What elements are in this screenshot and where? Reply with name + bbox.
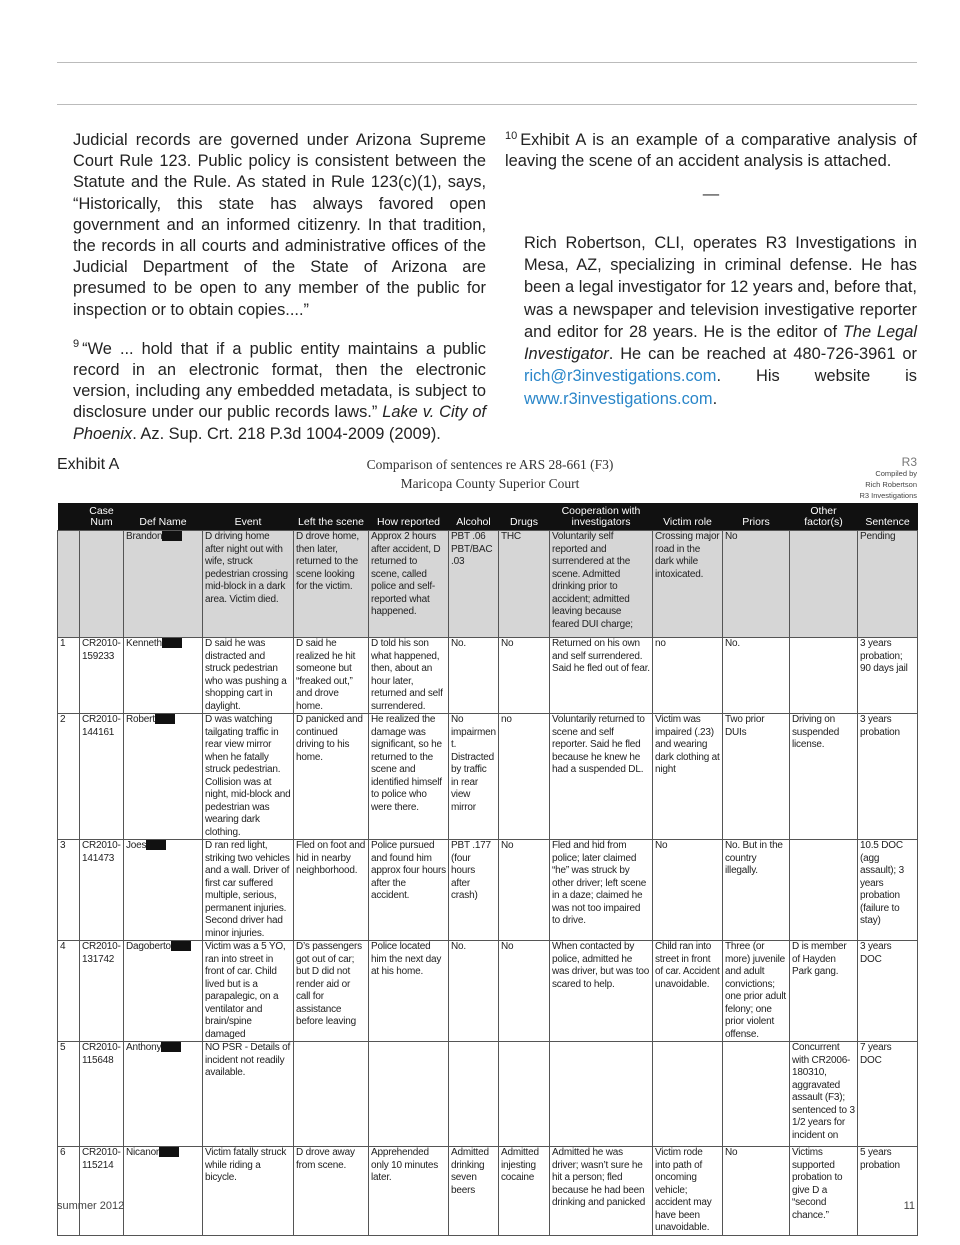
table-cell: 6: [58, 1147, 80, 1236]
table-cell: D said he realized he hit someone but “freaked out,” and drove home.: [294, 638, 369, 714]
table-cell: Admitted injesting cocaine: [499, 1147, 550, 1236]
table-cell: Fled and hid from police; later claimed “he” was struck by other driver; left scene in a daze; claimed he was not too impaired to drive.: [550, 840, 653, 941]
r3-logo: R3: [901, 455, 917, 469]
table-cell: no: [499, 714, 550, 840]
table-cell: no: [653, 638, 723, 714]
table-cell: No: [723, 1147, 790, 1236]
table-cell: No.: [449, 638, 499, 714]
table-cell: D ran red light, striking two vehicles and a wall. Driver of first car suffered multiple, serious, permanent injuries. Second driver had minor injuries.: [203, 840, 294, 941]
col-header: Drugs: [499, 503, 550, 531]
header-rule-bottom: [57, 104, 917, 105]
table-cell: D driving home after night out with wife, struck pedestrian crossing mid-block in a dark area. Victim died.: [203, 531, 294, 638]
table-cell: No. But in the country illegally.: [723, 840, 790, 941]
table-cell: D’s passengers got out of car; but D did not render aid or call for assistance before leaving: [294, 941, 369, 1042]
table-row: [58, 714, 918, 840]
table-cell: Police pursued and found him approx four hours after the accident.: [369, 840, 449, 941]
redaction-bar: [162, 638, 182, 648]
col-header: How reported: [369, 503, 449, 531]
email-link[interactable]: rich@r3investigations.com: [524, 367, 717, 386]
footnote-10-text: Exhibit A is an example of a comparative analysis of leaving the scene of an accident analysis is attached.: [505, 131, 917, 171]
table-cell: Pending: [858, 531, 918, 638]
col-header: Def Name: [124, 503, 203, 531]
table-cell: [124, 1147, 203, 1236]
table-cell: PBT .06 PBT/BAC .03: [449, 531, 499, 638]
table-cell: [369, 1042, 449, 1147]
table-cell: Approx 2 hours after accident, D returned to scene, called police and self-reported what happened.: [369, 531, 449, 638]
def-name: Nicanor: [126, 1147, 160, 1158]
footer-issue: summer 2012: [57, 1200, 125, 1212]
table-cell: 4: [58, 941, 80, 1042]
table-cell: Admitted he was driver; wasn’t sure he hit a person; fled because he had been drinking and panicked: [550, 1147, 653, 1236]
exhibit-title-line-2: Maricopa County Superior Court: [400, 476, 580, 491]
col-header: Victim role: [653, 503, 723, 531]
table-cell: [723, 1042, 790, 1147]
table-cell: Three (or more) juvenile and adult convictions; one prior adult felony; one prior violent offense.: [723, 941, 790, 1042]
table-cell: No: [499, 941, 550, 1042]
table-cell: [124, 531, 203, 638]
exhibit-title: [300, 455, 680, 493]
table-cell: [790, 840, 858, 941]
table-cell: [653, 1042, 723, 1147]
col-header: Other factor(s): [790, 503, 858, 531]
redaction-bar: [162, 531, 182, 541]
compiled-by-block: [859, 457, 917, 501]
exhibit-label: Exhibit A: [57, 456, 120, 473]
table-cell: No.: [449, 941, 499, 1042]
table-cell: [550, 1042, 653, 1147]
redaction-bar: [146, 840, 166, 850]
table-cell: 3 years DOC: [858, 941, 918, 1042]
table-cell: He realized the damage was significant, so he returned to the scene and identified himself to police who were there.: [369, 714, 449, 840]
table-cell: NO PSR - Details of incident not readily available.: [203, 1042, 294, 1147]
table-cell: 1: [58, 638, 80, 714]
table-cell: PBT .177 (four hours after crash): [449, 840, 499, 941]
right-column: [505, 130, 917, 422]
table-cell: No impairment. Distracted by traffic in rear view mirror: [449, 714, 499, 840]
table-cell: No: [499, 840, 550, 941]
footnote-9: [73, 339, 486, 445]
table-cell: Concurrent with CR2006-180310, aggravated assault (F3); sentenced to 3 1/2 years for incident on: [790, 1042, 858, 1147]
table-cell: Child ran into street in front of car. Accident unavoidable.: [653, 941, 723, 1042]
def-name: Joes: [126, 840, 147, 851]
footnote-9-text: “We ... hold that if a public entity maintains a public record in an electronic format, then the electronic version, including any embedded metadata, is subject to disclosure under our public records laws.”: [73, 339, 486, 422]
table-cell: [124, 941, 203, 1042]
def-name: Brandon: [126, 531, 163, 542]
separator-dash: —: [702, 185, 720, 204]
table-cell: Crossing major road in the dark while intoxicated.: [653, 531, 723, 638]
author-bio: [524, 232, 917, 410]
exhibit-table: [57, 503, 918, 1236]
table-cell: Victim was impaired (.23) and wearing dark clothing at night: [653, 714, 723, 840]
table-cell: Admitted drinking seven beers: [449, 1147, 499, 1236]
redaction-bar: [171, 941, 191, 951]
def-name: Dagoberto: [126, 941, 171, 952]
col-header: [58, 503, 80, 531]
redaction-bar: [159, 1147, 179, 1157]
table-row: [58, 1147, 918, 1236]
table-cell: [449, 1042, 499, 1147]
footnote-9-number: 9: [73, 338, 80, 351]
table-cell: No: [499, 638, 550, 714]
table-cell: [124, 1042, 203, 1147]
footnote-10-number: 10: [505, 129, 518, 142]
table-cell: [790, 638, 858, 714]
redaction-bar: [155, 714, 175, 724]
bio-text-3: . His website is: [716, 367, 917, 386]
col-header: Alcohol: [449, 503, 499, 531]
table-cell: Victims supported probation to give D a “second chance.”: [790, 1147, 858, 1236]
table-cell: Victim rode into path of oncoming vehicle; accident may have been unavoidable.: [653, 1147, 723, 1236]
table-cell: Apprehended only 10 minutes later.: [369, 1147, 449, 1236]
table-row: [58, 1042, 918, 1147]
left-column: [73, 130, 486, 457]
table-cell: D is member of Hayden Park gang.: [790, 941, 858, 1042]
table-cell: 3: [58, 840, 80, 941]
table-row: [58, 840, 918, 941]
paragraph-rule-123: Judicial records are governed under Arizona Supreme Court Rule 123. Public policy is consistent between the Statute and the Rule. As stated in Rule 123(c)(1), says, “Historically, this state has always favored open government and an informed citizenry. In that tradition, the records in all courts and administrative offices of the Judicial Department of the State of Arizona are presumed to be open to any member of the public for inspection or to obtain copies....”: [73, 131, 486, 319]
table-cell: No: [723, 531, 790, 638]
table-cell: [58, 531, 80, 638]
table-cell: CR2010-159233: [80, 638, 124, 714]
col-header: Priors: [723, 503, 790, 531]
table-cell: 5 years probation: [858, 1147, 918, 1236]
table-cell: D said he was distracted and struck pedestrian who was pushing a shopping cart in daylight.: [203, 638, 294, 714]
table-cell: [294, 1042, 369, 1147]
table-row: [58, 638, 918, 714]
def-name: Kenneth: [126, 638, 162, 649]
table-cell: CR2010-144161: [80, 714, 124, 840]
compiled-by-line-3: R3 Investigations: [859, 491, 917, 500]
footnote-10: [505, 130, 917, 172]
footnote-9-cite: . Az. Sup. Crt. 218 P.3d 1004-2009 (2009).: [132, 424, 441, 443]
table-cell: When contacted by police, admitted he was driver, but was too scared to help.: [550, 941, 653, 1042]
table-cell: [124, 840, 203, 941]
table-cell: Police located him the next day at his home.: [369, 941, 449, 1042]
table-cell: CR2010-115648: [80, 1042, 124, 1147]
bio-text-4: .: [712, 389, 718, 408]
table-cell: CR2010-131742: [80, 941, 124, 1042]
col-header: Sentence: [858, 503, 918, 531]
table-cell: D drove home, then later, returned to the scene looking for the victim.: [294, 531, 369, 638]
table-cell: Returned on his own and self surrendered. Said he fled out of fear.: [550, 638, 653, 714]
compiled-by-line-1: Compiled by: [875, 469, 917, 478]
table-cell: Two prior DUIs: [723, 714, 790, 840]
table-cell: Voluntarily self reported and surrendered at the scene. Admitted drinking prior to accident; admitted leaving because feared DUI charge;: [550, 531, 653, 638]
table-cell: Victim was a 5 YO, ran into street in front of car. Child lived but is a parapalegic, on a ventilator and brain/spine damaged: [203, 941, 294, 1042]
table-cell: 5: [58, 1042, 80, 1147]
table-cell: D drove away from scene.: [294, 1147, 369, 1236]
table-cell: [124, 638, 203, 714]
table-cell: 2: [58, 714, 80, 840]
table-cell: 3 years probation: [858, 714, 918, 840]
bio-text-2: . He can be reached at 480-726-3961 or: [608, 345, 917, 364]
table-cell: No: [653, 840, 723, 941]
def-name: Robert: [126, 714, 155, 725]
bio-text-1: Rich Robertson, CLI, operates R3 Investigations in Mesa, AZ, specializing in criminal defense. He has been a legal investigator for 12 years and, before that, was a newspaper and television investigative reporter and editor for 28 years. He is the editor of: [524, 233, 917, 341]
table-cell: [80, 531, 124, 638]
table-cell: Victim fatally struck while riding a bicycle.: [203, 1147, 294, 1236]
redaction-bar: [161, 1042, 181, 1052]
footnote-9-case: Lake v. City of Phoenix: [73, 403, 486, 443]
table-cell: Fled on foot and hid in nearby neighborhood.: [294, 840, 369, 941]
col-header: Case Num: [80, 503, 124, 531]
col-header: Event: [203, 503, 294, 531]
table-row: [58, 941, 918, 1042]
bio-publication: The Legal Investigator: [524, 322, 917, 364]
table-cell: [790, 531, 858, 638]
compiled-by-line-2: Rich Robertson: [865, 480, 917, 489]
table-cell: CR2010-141473: [80, 840, 124, 941]
table-cell: D told his son what happened, then, about an hour later, returned and self surrendered.: [369, 638, 449, 714]
table-cell: D panicked and continued driving to his home.: [294, 714, 369, 840]
exhibit-title-line-1: Comparison of sentences re ARS 28-661 (F3): [366, 457, 614, 472]
table-cell: CR2010-115214: [80, 1147, 124, 1236]
table-header-row: [58, 503, 918, 531]
table-cell: 3 years probation; 90 days jail: [858, 638, 918, 714]
table-cell: [124, 714, 203, 840]
table-cell: Driving on suspended license.: [790, 714, 858, 840]
table-cell: No.: [723, 638, 790, 714]
table-cell: THC: [499, 531, 550, 638]
col-header: Left the scene: [294, 503, 369, 531]
table-cell: 10.5 DOC (agg assault); 3 years probation (failure to stay): [858, 840, 918, 941]
table-cell: 7 years DOC: [858, 1042, 918, 1147]
def-name: Anthony: [126, 1042, 162, 1053]
footer-page-number: 11: [903, 1200, 915, 1212]
col-header: Cooperation with investigators: [550, 503, 653, 531]
website-link[interactable]: www.r3investigations.com: [524, 389, 713, 408]
table-cell: D was watching tailgating traffic in rear view mirror when he fatally struck pedestrian. Collision was at night, mid-block and pedestrian was wearing dark clothing.: [203, 714, 294, 840]
table-cell: [499, 1042, 550, 1147]
table-cell: Voluntarily returned to scene and self reporter. Said he fled because he knew he had a suspended DL.: [550, 714, 653, 840]
pending-case-row: [58, 531, 918, 638]
header-rule-top: [57, 62, 917, 63]
